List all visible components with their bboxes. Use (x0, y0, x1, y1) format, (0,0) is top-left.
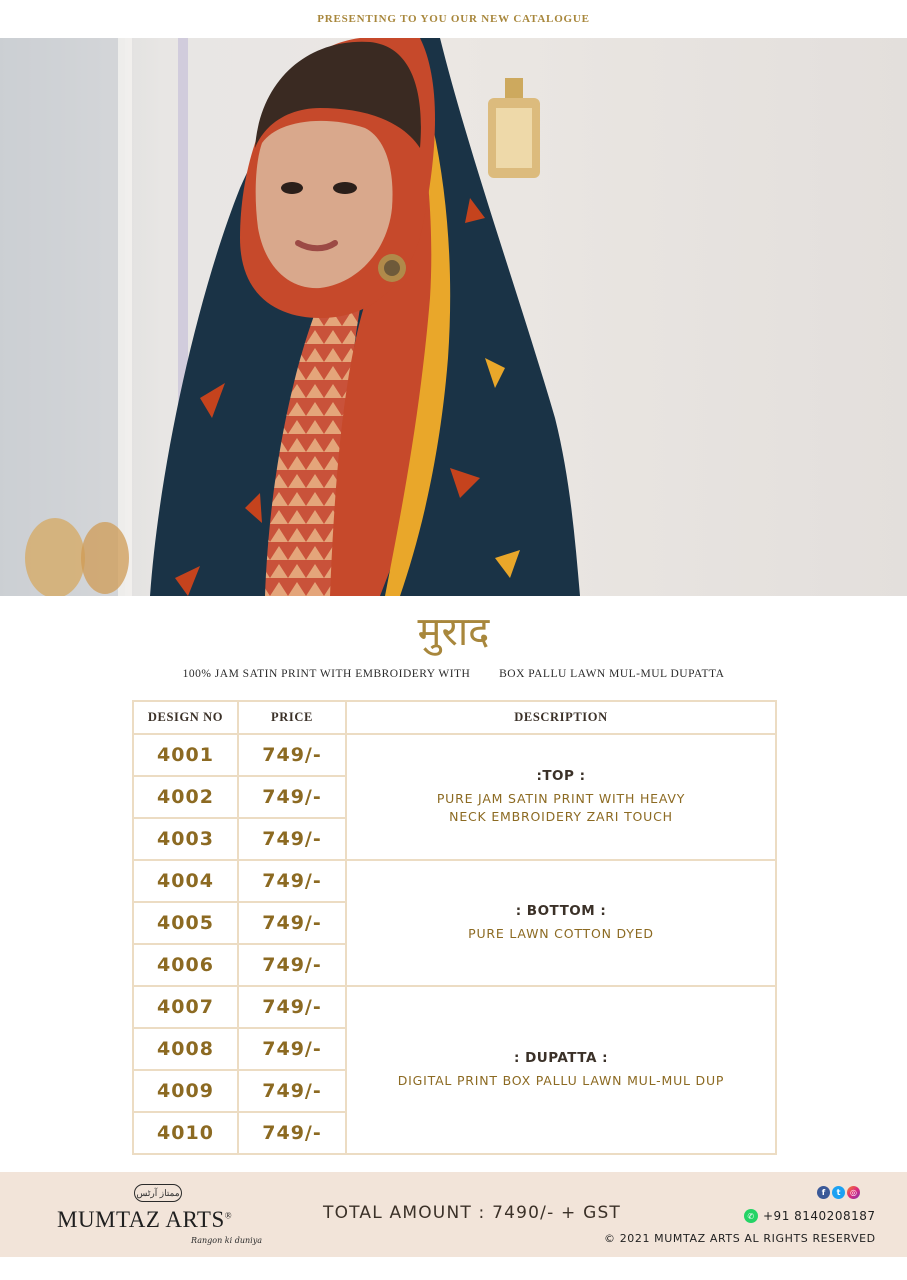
design-number: 4007 (133, 986, 238, 1028)
logo-urdu-badge: ممتاز آرٹس (134, 1184, 182, 1202)
header-design-no: DESIGN NO (133, 701, 238, 734)
design-price: 749/- (238, 1028, 346, 1070)
subtitle-left: 100% JAM SATIN PRINT WITH EMBROIDERY WITH (182, 668, 471, 680)
design-number: 4008 (133, 1028, 238, 1070)
logo-tagline: Rangon ki duniya (191, 1236, 262, 1245)
facebook-icon[interactable]: f (817, 1186, 830, 1199)
design-number: 4004 (133, 860, 238, 902)
description-title: : DUPATTA : (513, 1050, 609, 1066)
description-dupatta (346, 986, 776, 1154)
description-top (346, 734, 776, 860)
logo-name-text: MUMTAZ ARTS (57, 1207, 225, 1232)
design-number: 4005 (133, 902, 238, 944)
footer (0, 1172, 907, 1257)
design-price: 749/- (238, 944, 346, 986)
header-price: PRICE (238, 701, 346, 734)
subtitle-right: BOX PALLU LAWN MUL-MUL DUPATTA (499, 668, 725, 680)
whatsapp-icon: ✆ (744, 1209, 758, 1223)
table-row (133, 986, 776, 1028)
description-line: DIGITAL PRINT BOX PALLU LAWN MUL-MUL DUP (397, 1073, 725, 1088)
design-number: 4009 (133, 1070, 238, 1112)
table-row (133, 860, 776, 902)
description-bottom (346, 860, 776, 986)
whatsapp-contact[interactable] (744, 1209, 876, 1223)
social-links (817, 1186, 860, 1199)
design-number: 4002 (133, 776, 238, 818)
collection-subtitle (0, 668, 907, 680)
design-price: 749/- (238, 1112, 346, 1154)
header-description: DESCRIPTION (346, 701, 776, 734)
design-number: 4001 (133, 734, 238, 776)
design-price: 749/- (238, 986, 346, 1028)
design-number: 4006 (133, 944, 238, 986)
phone-number: +91 8140208187 (763, 1209, 876, 1223)
model-photo (0, 38, 907, 596)
design-price: 749/- (238, 902, 346, 944)
table-row (133, 734, 776, 776)
model-illustration (0, 38, 907, 596)
collection-name-hindi: मुराद (417, 609, 490, 655)
design-price: 749/- (238, 818, 346, 860)
description-line: NECK EMBROIDERY ZARI TOUCH (449, 809, 673, 824)
description-line: PURE JAM SATIN PRINT WITH HEAVY (436, 791, 686, 806)
description-title: :TOP : (536, 768, 586, 784)
design-number: 4010 (133, 1112, 238, 1154)
twitter-icon[interactable]: t (832, 1186, 845, 1199)
design-price: 749/- (238, 734, 346, 776)
total-amount: TOTAL AMOUNT : 7490/- + GST (323, 1203, 622, 1223)
catalogue-banner: PRESENTING TO YOU OUR NEW CATALOGUE (317, 13, 590, 25)
description-line: PURE LAWN COTTON DYED (468, 926, 654, 941)
brand-logo (57, 1207, 232, 1233)
design-price-table (132, 700, 777, 1155)
description-title: : BOTTOM : (515, 903, 607, 919)
design-price: 749/- (238, 776, 346, 818)
design-price: 749/- (238, 860, 346, 902)
instagram-icon[interactable]: ◎ (847, 1186, 860, 1199)
design-number: 4003 (133, 818, 238, 860)
design-price: 749/- (238, 1070, 346, 1112)
copyright-text: © 2021 MUMTAZ ARTS AL RIGHTS RESERVED (604, 1232, 876, 1245)
registered-mark: ® (224, 1210, 233, 1221)
